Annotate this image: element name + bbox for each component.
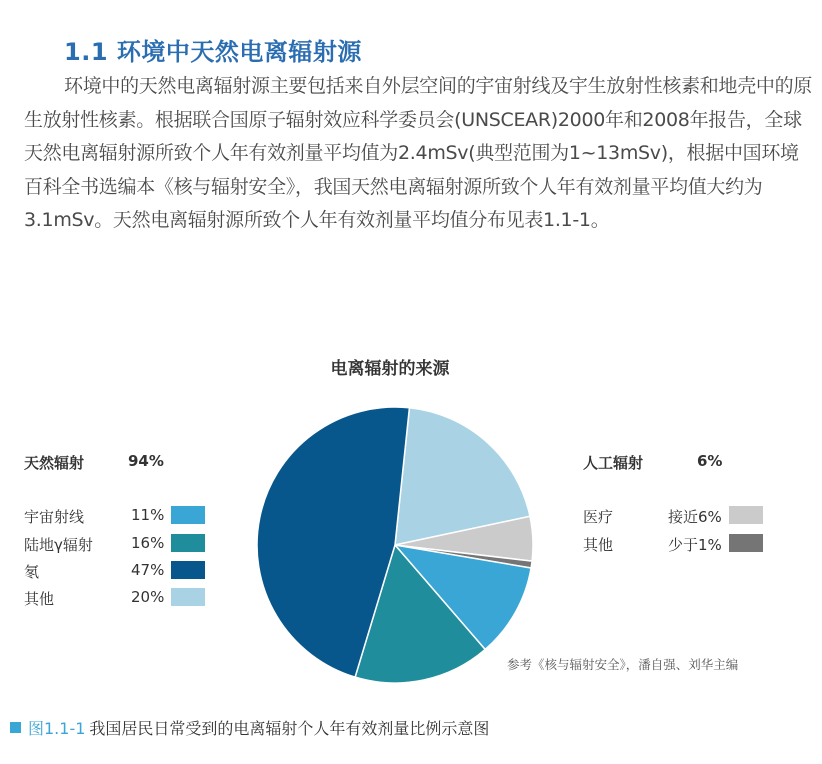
reference-note: 参考《核与辐射安全》，潘自强、刘华主编 xyxy=(507,657,739,672)
group-artificial-label: 人工辐射 xyxy=(583,454,644,472)
legend-swatch-radon xyxy=(171,561,205,579)
legend-label-artificial-other: 其他 xyxy=(583,536,614,554)
legend-swatch-cosmic xyxy=(171,506,205,524)
legend-value-medical: 接近6% xyxy=(668,508,722,526)
legend-value-natural-other: 20% xyxy=(131,588,165,606)
figure-caption xyxy=(28,716,489,739)
caption-text: 我国居民日常受到的电离辐射个人年有效剂量比例示意图 xyxy=(89,719,490,738)
legend-value-radon: 47% xyxy=(131,561,165,579)
chart-title: 电离辐射的来源 xyxy=(330,359,450,379)
legend-label-medical: 医疗 xyxy=(583,508,614,526)
legend-label-cosmic: 宇宙射线 xyxy=(24,508,85,526)
group-artificial-value: 6% xyxy=(697,452,723,470)
caption-marker xyxy=(10,722,21,733)
legend-label-radon: 氡 xyxy=(24,563,40,581)
paragraph-text: 环境中的天然电离辐射源主要包括来自外层空间的宇宙射线及宇生放射性核素和地壳中的原生放射性核素。根据联合国原子辐射效应科学委员会(UNSCEAR)2000年和2008年报告，全球天然电离辐射源所致个人年有效剂量平均值为2.4mSv(典型范围为1~13mSv)，根据中国环境百科全书选编本《核与辐射安全》，我国天然电离辐射源所致个人年有效剂量平均值大约为3.1mSv。天然电离辐射源所致个人年有效剂量平均值分布见表1.1-1。 xyxy=(24,75,813,231)
legend-label-terrestrial: 陆地γ辐射 xyxy=(24,536,93,554)
group-natural-label: 天然辐射 xyxy=(24,454,85,472)
section-title: 1.1 环境中天然电离辐射源 xyxy=(64,38,362,66)
legend-swatch-artificial-other xyxy=(729,534,763,552)
legend-swatch-terrestrial xyxy=(171,534,205,552)
body-paragraph xyxy=(24,70,814,238)
pie-chart xyxy=(250,400,540,690)
legend-value-cosmic: 11% xyxy=(131,506,165,524)
group-natural-value: 94% xyxy=(128,452,164,470)
legend-swatch-natural-other xyxy=(171,588,205,606)
legend-value-terrestrial: 16% xyxy=(131,534,165,552)
figure-number: 图1.1-1 xyxy=(28,719,86,738)
legend-value-artificial-other: 少于1% xyxy=(668,536,722,554)
legend-label-natural-other: 其他 xyxy=(24,590,55,608)
legend-swatch-medical xyxy=(729,506,763,524)
